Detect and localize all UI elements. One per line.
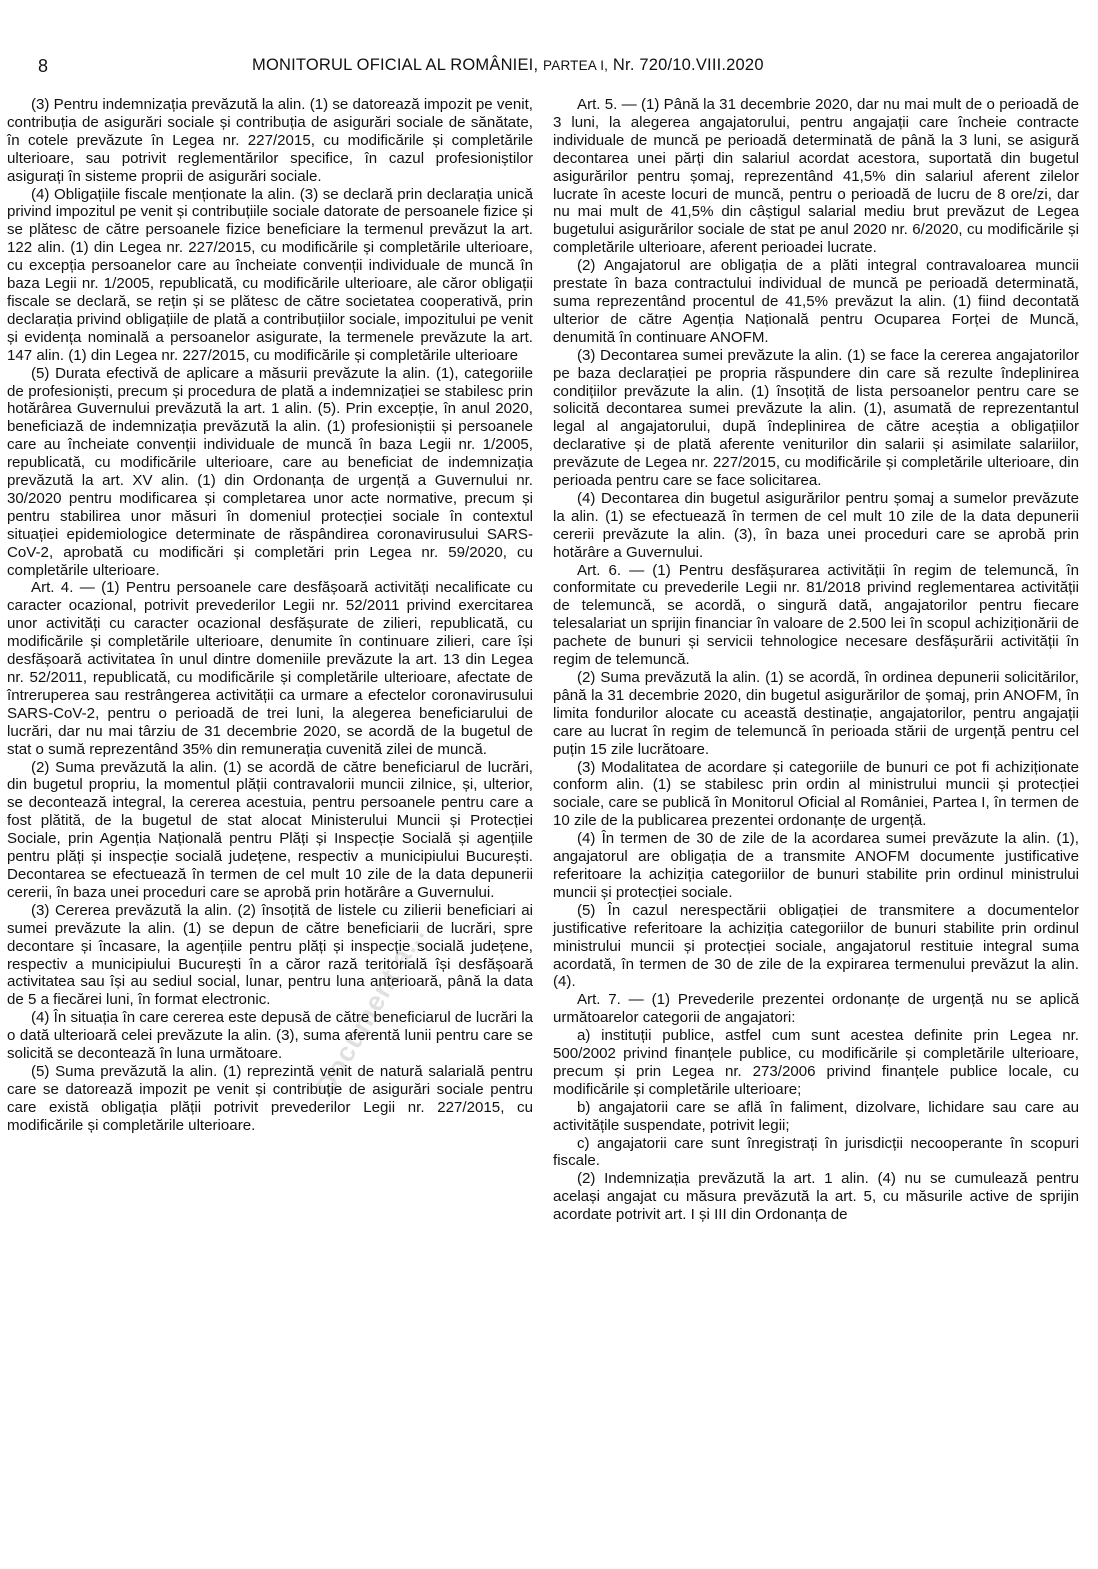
paragraph: (4) În situația în care cererea este depusă de către beneficiarul de lucrări la o dată ulterioară celei prevăzute la alin. (3), suma aferentă lunii pentru care se solicită se decontează în luna următoare. xyxy=(7,1009,533,1063)
publication-title xyxy=(252,56,764,75)
title-issue: Nr. 720/10.VIII.2020 xyxy=(612,56,764,74)
paragraph: (2) Angajatorul are obligația de a plăti integral contravaloarea muncii prestate în baza contractului individual de muncă pe perioadă determinată, suma reprezentând procentul de 41,5% prevăzut la alin. (1) fiind decontată ulterior de către Agenția Națională pentru Ocuparea Forței de Muncă, denumită în continuare ANOFM. xyxy=(553,257,1079,346)
paragraph: Art. 5. — (1) Până la 31 decembrie 2020, dar nu mai mult de o perioadă de 3 luni, la alegerea angajatorului, pentru angajații care încheie contracte individuale de muncă pe perioadă determinată de până la 3 luni, se asigură decontarea unei părți din salariul acordat acestora, suportată din bugetul asigurărilor pentru șomaj, reprezentând 41,5% din salariul aferent zilelor lucrate în aceste locuri de muncă, pentru o perioadă de lucru de 8 ore/zi, dar nu mai mult de 41,5% din câștigul salarial mediu brut prevăzut de Legea bugetului asigurărilor sociale de stat pe anul 2020 nr. 6/2020, cu modificările și completările ulterioare, aferent perioadei lucrate. xyxy=(553,96,1079,257)
paragraph: c) angajatorii care sunt înregistrați în jurisdicții necooperante în scopuri fiscale. xyxy=(553,1134,1079,1170)
left-column xyxy=(7,96,533,1135)
watermark: Document a... xyxy=(310,920,431,1100)
paragraph: (3) Pentru indemnizația prevăzută la alin. (1) se datorează impozit pe venit, contribuția de asigurări sociale și contribuția de asigurări sociale de sănătate, în cotele prevăzute în Legea nr. 227/2015, cu modificările și completările ulterioare, sau potrivit reglementărilor specifice, în cazul profesioniștilor asigurați în sisteme proprii de asigurări sociale. xyxy=(7,96,533,185)
paragraph: b) angajatorii care se află în faliment, dizolvare, lichidare sau care au activitățile suspendate, potrivit legii; xyxy=(553,1098,1079,1134)
paragraph: (4) Decontarea din bugetul asigurărilor pentru șomaj a sumelor prevăzute la alin. (1) se efectuează în termen de cel mult 10 zile de la data depunerii cererii prevăzute la alin. (3), în baza unei proceduri care se aprobă prin hotărâre a Guvernului. xyxy=(553,489,1079,561)
paragraph: (5) Durata efectivă de aplicare a măsurii prevăzute la alin. (1), categoriile de profesioniști, precum și procedura de plată a indemnizației se stabilesc prin hotărârea Guvernului prevăzută la art. 1 alin. (5). Prin excepție, în anul 2020, beneficiază de indemnizația prevăzută la alin. (1) profesioniștii și persoanele care au încheiate convenții individuale de muncă în baza Legii nr. 1/2005, republicată, cu modificările ulterioare, care au beneficiat de indemnizația prevăzută la art. XV alin. (1) din Ordonanța de urgență a Guvernului nr. 30/2020 pentru modificarea și completarea unor acte normative, precum și pentru stabilirea unor măsuri în domeniul protecției sociale în contextul situației epidemiologice determinate de răspândirea coronavirusului SARS-CoV-2, aprobată cu modificări și completări prin Legea nr. 59/2020, cu completările ulterioare. xyxy=(7,364,533,579)
paragraph: (5) Suma prevăzută la alin. (1) reprezintă venit de natură salarială pentru care se datorează impozit pe venit și contribuție de asigurări sociale pentru care există obligația plății potrivit prevederilor Legii nr. 227/2015, cu modificările și completările ulterioare. xyxy=(7,1062,533,1134)
paragraph: (3) Cererea prevăzută la alin. (2) însoțită de listele cu zilierii beneficiari ai sumei prevăzute la alin. (1) se depun de către beneficiarii de lucrări, spre decontare și încasare, la agențiile pentru plăți și inspecție socială județene, respectiv a municipiului București în a căror rază teritorială își desfășoară activitatea sau își au sediul social, lunar, pentru luna anterioară, până la data de 5 a fiecărei luni, în format electronic. xyxy=(7,901,533,1009)
paragraph: Art. 4. — (1) Pentru persoanele care desfășoară activități necalificate cu caracter ocazional, potrivit prevederilor Legii nr. 52/2011 privind exercitarea unor activități cu caracter ocazional desfășurate de zilieri, republicată, cu modificările și completările ulterioare, denumite în continuare zilieri, care își desfășoară activitatea în unul dintre domeniile prevăzute la art. 13 din Legea nr. 52/2011, republicată, cu modificările și completările ulterioare, afectate de întreruperea sau restrângerea activității ca urmare a efectelor coronavirusului SARS-CoV-2, pentru o perioadă de trei luni, la alegerea beneficiarului de lucrări, dar nu mai târziu de 31 decembrie 2020, se acordă de la bugetul de stat o sumă reprezentând 35% din remunerația cuvenită zilei de muncă. xyxy=(7,579,533,758)
paragraph: (2) Indemnizația prevăzută la art. 1 alin. (4) nu se cumulează pentru același angajat cu măsura prevăzută la art. 5, cu măsurile active de sprijin acordate potrivit art. I și III din Ordonanța de xyxy=(553,1170,1079,1224)
paragraph: Art. 7. — (1) Prevederile prezentei ordonanțe de urgență nu se aplică următoarelor categorii de angajatori: xyxy=(553,991,1079,1027)
paragraph: (4) În termen de 30 de zile de la acordarea sumei prevăzute la alin. (1), angajatorul are obligația de a transmite ANOFM documente justificative referitoare la achiziția categoriilor de bunuri stabilite prin ordinul ministrului muncii și protecției sociale. xyxy=(553,830,1079,901)
paragraph: (2) Suma prevăzută la alin. (1) se acordă, în ordinea depunerii solicitărilor, până la 31 decembrie 2020, din bugetul asigurărilor de șomaj, prin ANOFM, în limita fondurilor alocate cu această destinație, angajatorilor, pentru angajații care au lucrat în regim de telemuncă în perioada stării de urgență pentru cel puțin 15 zile lucrătoare. xyxy=(553,669,1079,758)
paragraph: (3) Modalitatea de acordare și categoriile de bunuri ce pot fi achiziționate conform alin. (1) se stabilesc prin ordin al ministrului muncii și protecției sociale, care se publică în Monitorul Oficial al României, Partea I, în termen de 10 zile de la publicarea prezentei ordonanțe de urgență. xyxy=(553,758,1079,830)
title-main: MONITORUL OFICIAL AL ROMÂNIEI, xyxy=(252,56,539,74)
paragraph: (2) Suma prevăzută la alin. (1) se acordă de către beneficiarul de lucrări, din bugetul propriu, la momentul plății contravalorii muncii zilnice, și, ulterior, se decontează integral, la cererea acestuia, pentru persoanele pentru care a fost plătită, de la bugetul de stat alocat Ministerului Muncii și Protecției Sociale, prin Agenția Națională pentru Plăți și Inspecție Socială și agențiile pentru plăți și inspecție socială județene, respectiv a municipiului București. Decontarea se efectuează în termen de cel mult 10 zile de la data depunerii cererii, în baza unei proceduri care se aprobă prin hotărâre a Guvernului. xyxy=(7,758,533,901)
paragraph: (5) În cazul nerespectării obligației de transmitere a documentelor justificative referitoare la achiziția categoriilor de bunuri stabilite prin ordinul ministrului muncii și protecției sociale, angajatorul restituie integral suma acordată, în termen de 30 de zile de la expirarea termenului prevăzut la alin. (4). xyxy=(553,901,1079,991)
paragraph: (4) Obligațiile fiscale menționate la alin. (3) se declară prin declarația unică privind impozitul pe venit și contribuțiile sociale datorate de persoanele fizice și se plătesc de către persoanele fizice beneficiare la termenul prevăzut la art. 122 alin. (1) din Legea nr. 227/2015, cu modificările și completările ulterioare, cu excepția persoanelor care au încheiate convenții individuale de muncă în baza Legii nr. 1/2005, republicată, cu modificările ulterioare, ale căror obligații fiscale se declară, se rețin și se plătesc de către societatea cooperativă, prin declarația privind obligațiile de plată a contribuțiilor sociale, impozitului pe venit și evidența nominală a persoanelor asigurate, la termenele prevăzute la art. 147 alin. (1) din Legea nr. 227/2015, cu modificările și completările ulterioare xyxy=(7,185,533,364)
paragraph: a) instituții publice, astfel cum sunt acestea definite prin Legea nr. 500/2002 privind finanțele publice, cu modificările și completările ulterioare, precum și prin Legea nr. 273/2006 privind finanțele publice locale, cu modificările și completările ulterioare; xyxy=(553,1027,1079,1098)
page-number: 8 xyxy=(38,56,49,76)
paragraph: Art. 6. — (1) Pentru desfășurarea activității în regim de telemuncă, în conformitate cu prevederile Legii nr. 81/2018 privind reglementarea activității de telemuncă, se acordă, o singură dată, angajatorilor pentru fiecare telesalariat un sprijin financiar în valoare de 2.500 lei în scopul achiziționării de pachete de bunuri și servicii tehnologice necesare desfășurării activității în regim de telemuncă. xyxy=(553,561,1079,669)
title-part: PARTEA I, xyxy=(543,58,609,73)
paragraph: (3) Decontarea sumei prevăzute la alin. (1) se face la cererea angajatorilor pe baza declarației pe propria răspundere din care să rezulte îndeplinirea condițiilor prevăzute la alin. (1) însoțită de lista persoanelor pentru care se solicită decontarea sumei prevăzute la alin. (1), asumată de reprezentantul legal al angajatorului, după îndeplinirea de către aceștia a obligațiilor declarative și de plată aferente veniturilor din salarii și asimilate salariilor, prevăzute de Legea nr. 227/2015, cu modificările și completările ulterioare, din perioada pentru care se face solicitarea. xyxy=(553,346,1079,490)
